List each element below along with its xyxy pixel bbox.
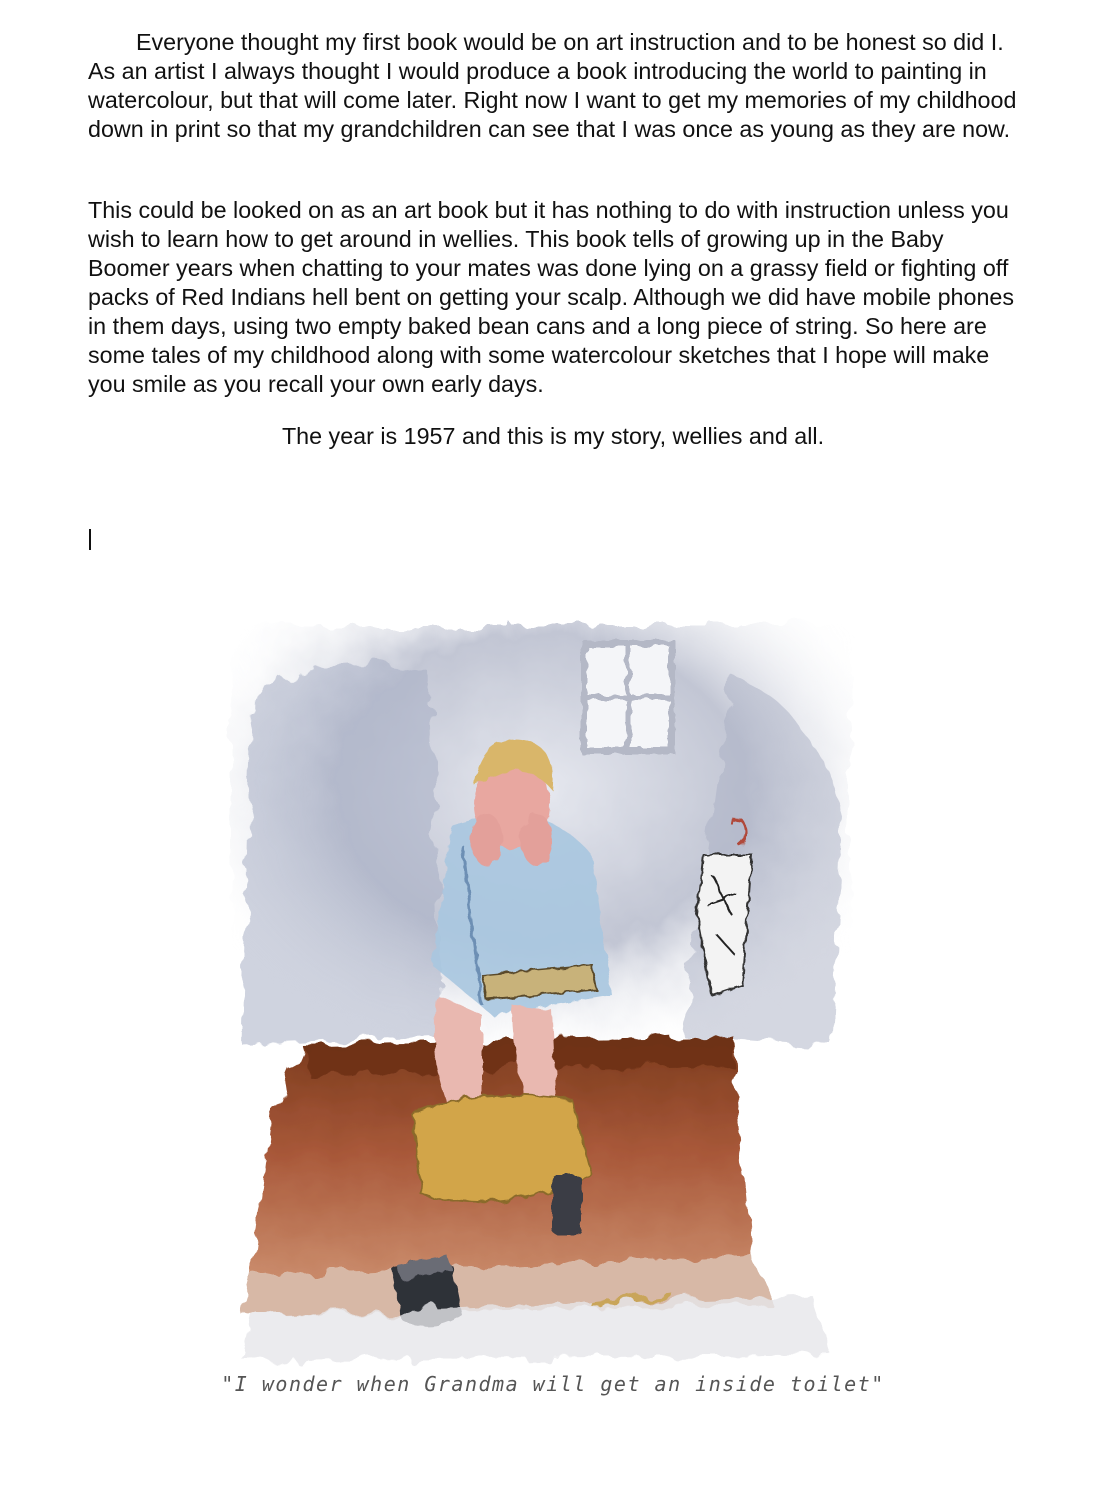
window bbox=[584, 643, 672, 751]
closing-line bbox=[0, 422, 1106, 451]
intro-paragraph-1: Everyone thought my first book would be on art instruction and to be honest so did I. As an artist I always thought I would produce a book introducing the world to painting in watercolour, but that will come later. Right now I want to get my memories of my childhood down in print so that my grandchildren can see that I was once as young as they are now. bbox=[88, 29, 1017, 142]
illustration-caption: "I wonder when Grandma will get an inside toilet" bbox=[221, 1372, 885, 1396]
intro-paragraph-2: This could be looked on as an art book but it has nothing to do with instruction unless you wish to learn how to get around in wellies. This book tells of growing up in the Baby Boomer years when chatting to your mates was done lying on a grassy field or fighting off packs of Red Indians hell bent on getting your scalp. Although we did have mobile phones in them days, using two empty baked bean cans and a long piece of string. So here are some tales of my childhood along with some watercolour sketches that I hope will make you smile as you recall your own early days. bbox=[88, 197, 1015, 397]
closing-line-text: The year is 1957 and this is my story, wellies and all. bbox=[281, 423, 825, 449]
text-cursor[interactable] bbox=[89, 529, 91, 550]
watercolour-illustration bbox=[212, 615, 868, 1375]
